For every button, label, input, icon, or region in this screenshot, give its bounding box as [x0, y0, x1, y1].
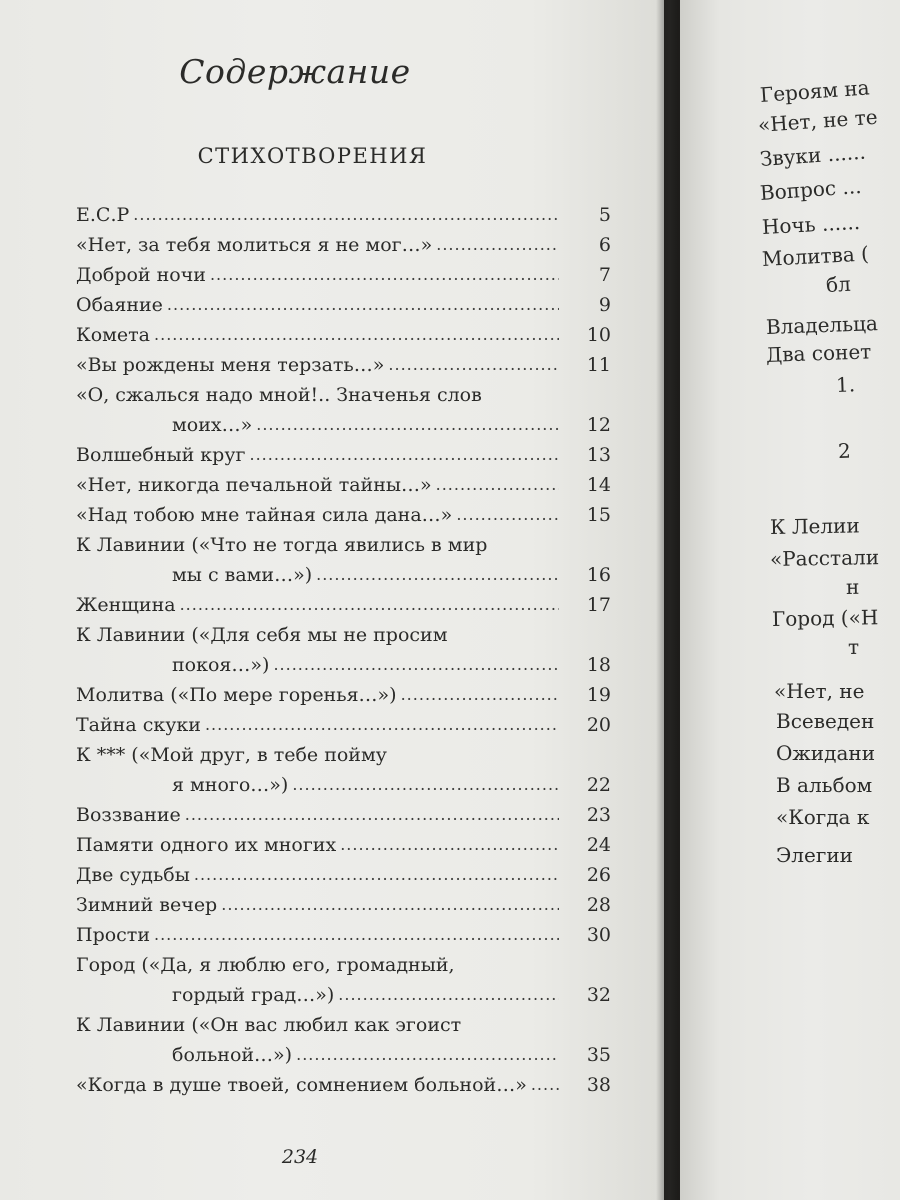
- toc-entry-page: 12: [586, 414, 611, 436]
- toc-entry-page: 17: [586, 594, 611, 616]
- right-page: [680, 0, 900, 1200]
- dot-leader: [185, 800, 559, 830]
- toc-entry: [76, 800, 611, 830]
- dot-leader: [436, 470, 559, 500]
- right-page-line: бл: [825, 271, 852, 297]
- toc-entry-title: «Когда в душе твоей, сомнением больной…»: [76, 1074, 527, 1096]
- toc-entry-title: К Лавинии («Он вас любил как эгоист: [76, 1014, 462, 1036]
- dot-leader: [180, 590, 559, 620]
- toc-entry: [76, 410, 611, 440]
- toc-entry-page: 38: [586, 1074, 611, 1096]
- right-page-line: Два сонет: [765, 339, 872, 367]
- contents-heading: Содержание: [179, 52, 411, 91]
- toc-entry: [76, 560, 611, 590]
- toc-entry-page: 20: [586, 714, 611, 736]
- dot-leader: [210, 260, 559, 290]
- right-page-line: н: [845, 574, 860, 599]
- toc-entry-title: «Вы рождены меня терзать…»: [76, 354, 385, 376]
- right-page-line: «Нет, не: [774, 679, 865, 703]
- toc-entry: [76, 500, 611, 530]
- page-number: 234: [281, 1146, 319, 1168]
- toc-entry-title: К Лавинии («Что не тогда явились в мир: [76, 534, 488, 556]
- toc-entry-page: 11: [586, 354, 611, 376]
- right-page-line: Звуки ......: [759, 139, 867, 171]
- table-of-contents: [76, 200, 611, 1100]
- dot-leader: [273, 650, 559, 680]
- toc-entry: [76, 890, 611, 920]
- toc-entry: [76, 470, 611, 500]
- dot-leader: [436, 230, 559, 260]
- dot-leader: [388, 350, 559, 380]
- toc-entry-page: 7: [598, 264, 611, 286]
- toc-entry: [76, 260, 611, 290]
- dot-leader: [205, 710, 559, 740]
- toc-entry-title: Прости: [76, 924, 150, 946]
- toc-entry-title: больной…»): [172, 1044, 293, 1066]
- toc-entry-title: Памяти одного их многих: [76, 834, 337, 856]
- dot-leader: [531, 1070, 559, 1100]
- dot-leader: [194, 860, 559, 890]
- toc-entry-title: Женщина: [76, 594, 176, 616]
- toc-entry-title: Зимний вечер: [76, 894, 218, 916]
- toc-entry-title: Е.С.Р: [76, 204, 130, 226]
- toc-entry-page: 35: [586, 1044, 611, 1066]
- dot-leader: [338, 980, 559, 1010]
- toc-entry: [76, 860, 611, 890]
- right-page-line: Ночь ......: [761, 209, 861, 239]
- toc-entry: [76, 620, 611, 650]
- right-page-line: Ожидани: [776, 741, 876, 765]
- toc-entry-title: покоя…»): [172, 654, 270, 676]
- dot-leader: [133, 200, 559, 230]
- dot-leader: [256, 410, 559, 440]
- toc-entry-page: 19: [586, 684, 611, 706]
- toc-entry: [76, 380, 611, 410]
- toc-entry: [76, 530, 611, 560]
- toc-entry-title: К Лавинии («Для себя мы не просим: [76, 624, 448, 646]
- toc-entry-title: Город («Да, я люблю его, громадный,: [76, 954, 455, 976]
- toc-entry: [76, 290, 611, 320]
- toc-entry-title: Молитва («По мере горенья…»): [76, 684, 397, 706]
- dot-leader: [296, 1040, 559, 1070]
- toc-entry-title: Воззвание: [76, 804, 181, 826]
- toc-entry-page: 22: [586, 774, 611, 796]
- toc-entry-page: 15: [586, 504, 611, 526]
- dot-leader: [154, 320, 559, 350]
- toc-entry: [76, 650, 611, 680]
- right-page-line: т: [847, 634, 860, 659]
- right-page-line: Владельца: [765, 311, 879, 339]
- section-title: СТИХОТВОРЕНИЯ: [197, 144, 428, 168]
- right-page-line: 2: [837, 438, 852, 463]
- toc-entry-page: 23: [586, 804, 611, 826]
- toc-entry-title: «Над тобою мне тайная сила дана…»: [76, 504, 453, 526]
- toc-entry-page: 5: [598, 204, 611, 226]
- toc-entry-title: моих…»: [172, 414, 253, 436]
- toc-entry-page: 28: [586, 894, 611, 916]
- toc-entry-title: Волшебный круг: [76, 444, 246, 466]
- toc-entry-page: 13: [586, 444, 611, 466]
- toc-entry: [76, 920, 611, 950]
- right-page-line: К Лелии: [769, 513, 860, 539]
- toc-entry: [76, 320, 611, 350]
- right-page-line: Всеведен: [776, 709, 875, 733]
- toc-entry-title: Доброй ночи: [76, 264, 206, 286]
- toc-entry-page: 16: [586, 564, 611, 586]
- toc-entry: [76, 230, 611, 260]
- right-page-line: Элегии: [776, 843, 853, 867]
- toc-entry: [76, 710, 611, 740]
- toc-entry-page: 24: [586, 834, 611, 856]
- toc-entry-title: «О, сжалься надо мной!.. Значенья слов: [76, 384, 482, 406]
- right-page-line: «Расстали: [769, 545, 880, 571]
- dot-leader: [154, 920, 559, 950]
- dot-leader: [340, 830, 559, 860]
- dot-leader: [292, 770, 559, 800]
- toc-entry: [76, 1070, 611, 1100]
- toc-entry-page: 10: [586, 324, 611, 346]
- toc-entry: [76, 980, 611, 1010]
- right-page-line: «Когда к: [776, 805, 870, 829]
- toc-entry: [76, 440, 611, 470]
- toc-entry: [76, 770, 611, 800]
- toc-entry: [76, 950, 611, 980]
- dot-leader: [456, 500, 559, 530]
- toc-entry: [76, 830, 611, 860]
- toc-entry: [76, 680, 611, 710]
- toc-entry-page: 26: [586, 864, 611, 886]
- right-page-line: В альбом: [776, 773, 873, 797]
- dot-leader: [316, 560, 559, 590]
- right-page-line: Город («Н: [771, 605, 879, 631]
- toc-entry: [76, 1040, 611, 1070]
- toc-entry-title: К *** («Мой друг, в тебе пойму: [76, 744, 387, 766]
- toc-entry-title: гордый град…»): [172, 984, 335, 1006]
- toc-entry-page: 9: [598, 294, 611, 316]
- toc-entry-title: мы с вами…»): [172, 564, 313, 586]
- dot-leader: [401, 680, 559, 710]
- toc-entry-title: «Нет, за тебя молиться я не мог…»: [76, 234, 433, 256]
- toc-entry-page: 18: [586, 654, 611, 676]
- toc-entry-title: «Нет, никогда печальной тайны…»: [76, 474, 432, 496]
- dot-leader: [221, 890, 559, 920]
- right-page-line: «Нет, не те: [757, 104, 879, 137]
- toc-entry-title: я много…»): [172, 774, 289, 796]
- toc-entry-title: Обаяние: [76, 294, 163, 316]
- dot-leader: [249, 440, 559, 470]
- toc-entry: [76, 590, 611, 620]
- toc-entry-page: 14: [586, 474, 611, 496]
- toc-entry-page: 6: [598, 234, 611, 256]
- toc-entry: [76, 740, 611, 770]
- toc-entry-title: Тайна скуки: [76, 714, 201, 736]
- toc-entry-page: 30: [586, 924, 611, 946]
- dot-leader: [167, 290, 559, 320]
- toc-entry: [76, 350, 611, 380]
- right-page-line: Героям на: [759, 75, 871, 107]
- right-page-line: Вопрос ...: [759, 173, 863, 205]
- toc-entry-title: Комета: [76, 324, 151, 346]
- right-page-line: Молитва (: [761, 241, 870, 271]
- toc-entry: [76, 200, 611, 230]
- toc-entry-title: Две судьбы: [76, 864, 190, 886]
- toc-entry: [76, 1010, 611, 1040]
- right-page-line: 1.: [835, 372, 856, 397]
- toc-entry-page: 32: [586, 984, 611, 1006]
